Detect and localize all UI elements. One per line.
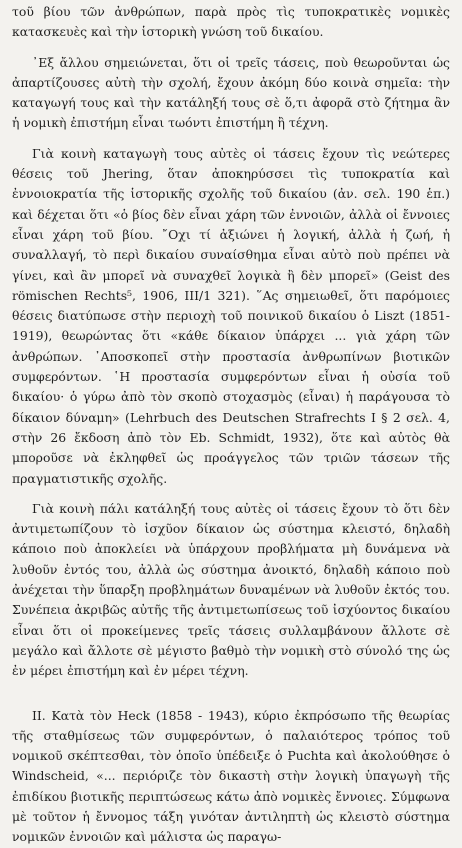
paragraph-2-common-points: ᾿Εξ ἄλλου σημειώνεται, ὅτι οἱ τρεῖς τάσεις, ποὺ θεωροῦνται ὡς ἀπαρτίζουσες αὐτὴ τὴν σχολή, ἔχουν ἀκόμη δύο κοινὰ σημεῖα: τὴν καταγωγή τους καὶ τὴν κατάληξή τους σὲ ὅ,τι ἀφορᾶ στὸ ζήτημα ἂν ἡ νομικὴ ἐπιστήμη εἶναι τωόντι ἐπιστήμη ἢ τέχνη.: [12, 54, 450, 131]
paragraph-3-common-origin: Γιὰ κοινὴ καταγωγὴ τους αὐτὲς οἱ τάσεις ἔχουν τὶς νεώτερες θέσεις τοῦ Jhering, ὅταν ἀποκηρύσσει τὶς τυποκρατία καὶ ἐννοιοκρατία τῆς ἱστορικῆς σχολῆς τοῦ δικαίου (ἀν. σελ. 190 ἑπ.) καὶ δέχεται ὅτι «ὁ βίος δὲν εἶναι χάρη τῶν ἐννοιῶν, ἀλλὰ οἱ ἔννοιες εἶναι χάρη τοῦ βίου. ῎Οχι τί ἀξιώνει ἡ λογική, ἀλλὰ ἡ ζωή, ἡ συναλλαγή, τὸ περὶ δικαίου συναίσθημα εἶναι αὐτὸ ποὺ πρέπει νὰ γίνει, καὶ ἂν μπορεῖ νὰ συναχθεῖ λογικὰ ἢ δὲν μπορεῖ» (Geist des römischen Rechts⁵, 1906, III/1 321). ῞Ας σημειωθεῖ, ὅτι παρόμοιες θέσεις διατύπωσε στὴν περιοχὴ τοῦ ποινικοῦ δικαίου ὁ Liszt (1851-1919), θεωρώντας ὅτι «κάθε δίκαιον ὑπάρχει ... γιὰ χάρη τῶν ἀνθρώπων. ᾿Αποσκοπεῖ στὴν προστασία ἀνθρωπίνων βιοτικῶν συμφερόντων. ῾Η προστασία συμφερόντων εἶναι ἡ οὐσία τοῦ δικαίου· ὁ γύρω ἀπὸ τὸν σκοπὸ στοχασμὸς (εἶναι) ἡ παράγουσα τὸ δίκαιον δύναμη» (Lehrbuch des Deutschen Strafrechts I § 2 σελ. 4, στὴν 26 ἔκδοση ἀπὸ τὸν Eb. Schmidt, 1932), ὅτε καὶ αὐτὸς θὰ μποροῦσε νὰ ἐκληφθεῖ ὡς προάγγελος τῶν τριῶν τάσεων τῆς πραγματιστικῆς σχολῆς.: [12, 145, 450, 486]
paragraph-4-common-conclusion: Γιὰ κοινὴ πάλι κατάληξή τους αὐτὲς οἱ τάσεις ἔχουν τὸ ὅτι δὲν ἀντιμετωπίζουν τὸ ἰσχῦον δίκαιον ὡς σύστημα κλειστό, δηλαδὴ κάποιο ποὺ ἀποκλείει νὰ ὑπάρχουν προβλήματα μὴ δυνάμενα νὰ λυθοῦν ἐντός του, ἀλλὰ ὡς σύστημα ἀνοικτό, δηλαδὴ κάποιο ποὺ ἀνέχεται τὴν ὕπαρξη προβλημάτων δυναμένων νὰ λυθοῦν ἐκτός του. Συνέπεια ἀκριβῶς αὐτῆς τῆς ἀντιμετωπίσεως τοῦ ἰσχύοντος δικαίου εἶναι ὅτι οἱ προκείμενες τρεῖς τάσεις συλλαμβάνουν ἄλλοτε σὲ μεγάλο καὶ ἄλλοτε σὲ μέγιστο βαθμὸ τὴν νομικὴ στὸ σύνολό της ὡς ἐν μέρει ἐπιστήμη καὶ ἐν μέρει τέχνη.: [12, 500, 450, 679]
paragraph-1-continuation: τοῦ βίου τῶν ἀνθρώπων, παρὰ πρὸς τὶς τυποκρατικὲς νομικὲς κατασκευὲς καὶ τὴν ἱστορικὴ γνώση τοῦ δικαίου.: [12, 4, 450, 40]
paragraph-5-heck-section: II. Κατὰ τὸν Heck (1858 - 1943), κύριο ἐκπρόσωπο τῆς θεωρίας τῆς σταθμίσεως τῶν συμφερόντων, ὁ παλαιότερος τρόπος τοῦ νομικοῦ σκέπτεσθαι, τὸν ὁποῖο ὑπέδειξε ὁ Puchta καὶ ἀκολούθησε ὁ Windscheid, «... περιόριζε τὸν δικαστὴ στὴν λογικὴ ὑπαγωγὴ τῆς ἐπιδίκου βιοτικῆς περιπτώσεως κάτω ἀπὸ νομικὲς ἔννοιες. Σύμφωνα μὲ τοῦτον ἡ ἔννομος τάξη γινόταν ἀντιληπτὴ ὡς κλειστὸ σύστημα νομικῶν ἐννοιῶν καὶ μάλιστα ὡς παραγω-: [12, 707, 450, 845]
